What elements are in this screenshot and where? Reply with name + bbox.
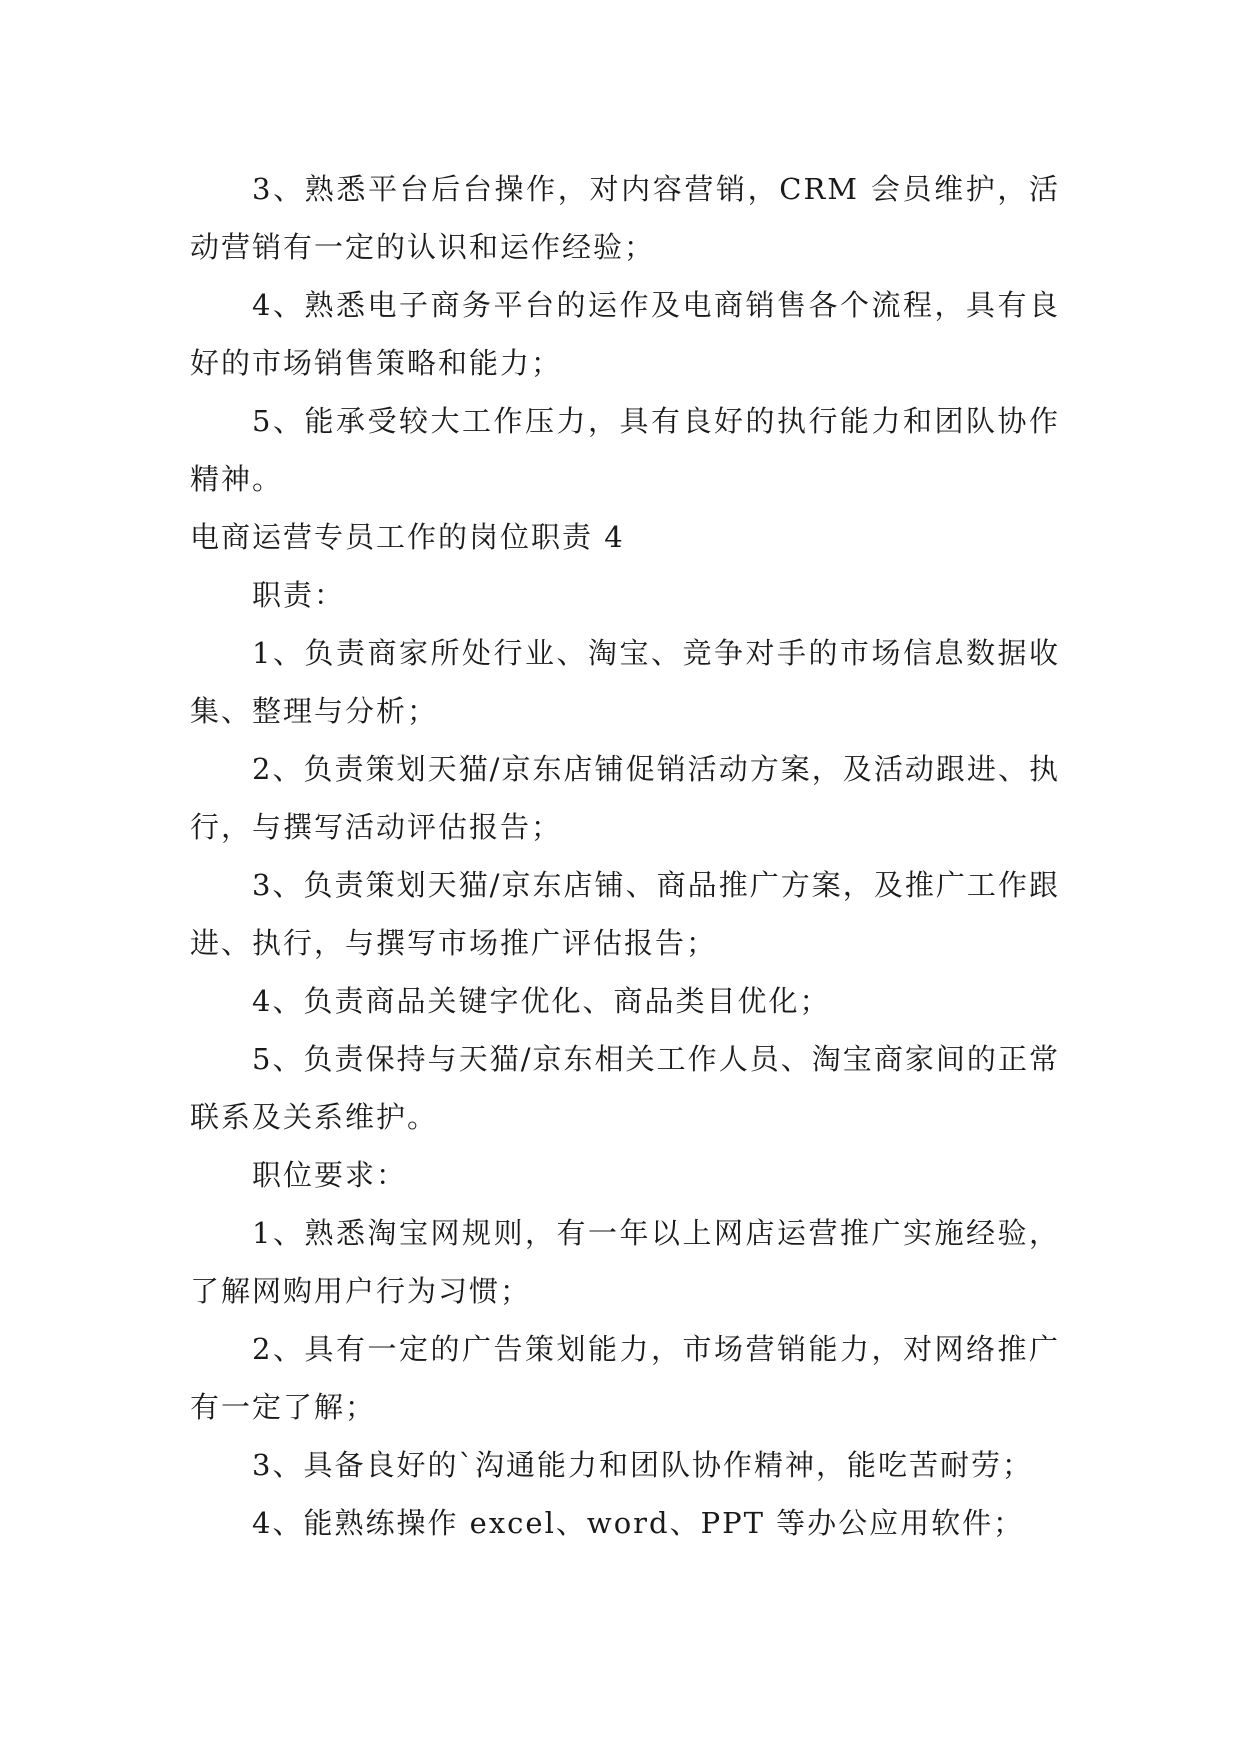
paragraph: 3、负责策划天猫/京东店铺、商品推广方案，及推广工作跟进、执行，与撰写市场推广评估报告；	[190, 868, 1060, 960]
paragraph: 4、能熟练操作 excel、word、PPT 等办公应用软件；	[252, 1506, 1025, 1540]
paragraph: 1、负责商家所处行业、淘宝、竞争对手的市场信息数据收集、整理与分析；	[190, 636, 1060, 728]
subheading-requirements: 职位要求：	[252, 1158, 408, 1192]
paragraph: 1、熟悉淘宝网规则，有一年以上网店运营推广实施经验，了解网购用户行为习惯；	[190, 1216, 1060, 1308]
paragraph: 5、能承受较大工作压力，具有良好的执行能力和团队协作精神。	[190, 404, 1060, 496]
paragraph: 2、负责策划天猫/京东店铺促销活动方案，及活动跟进、执行，与撰写活动评估报告；	[190, 752, 1060, 844]
paragraph: 5、负责保持与天猫/京东相关工作人员、淘宝商家间的正常联系及关系维护。	[190, 1042, 1060, 1134]
section-heading: 电商运营专员工作的岗位职责 4	[190, 520, 625, 554]
paragraph: 4、熟悉电子商务平台的运作及电商销售各个流程，具有良好的市场销售策略和能力；	[190, 288, 1060, 380]
paragraph: 4、负责商品关键字优化、商品类目优化；	[252, 984, 831, 1018]
subheading-duties: 职责：	[252, 578, 346, 612]
paragraph: 3、具备良好的`沟通能力和团队协作精神，能吃苦耐劳；	[252, 1448, 1033, 1482]
document-body	[190, 160, 1060, 1552]
paragraph: 3、熟悉平台后台操作，对内容营销，CRM 会员维护，活动营销有一定的认识和运作经验；	[190, 172, 1060, 264]
paragraph: 2、具有一定的广告策划能力，市场营销能力，对网络推广有一定了解；	[190, 1332, 1060, 1424]
